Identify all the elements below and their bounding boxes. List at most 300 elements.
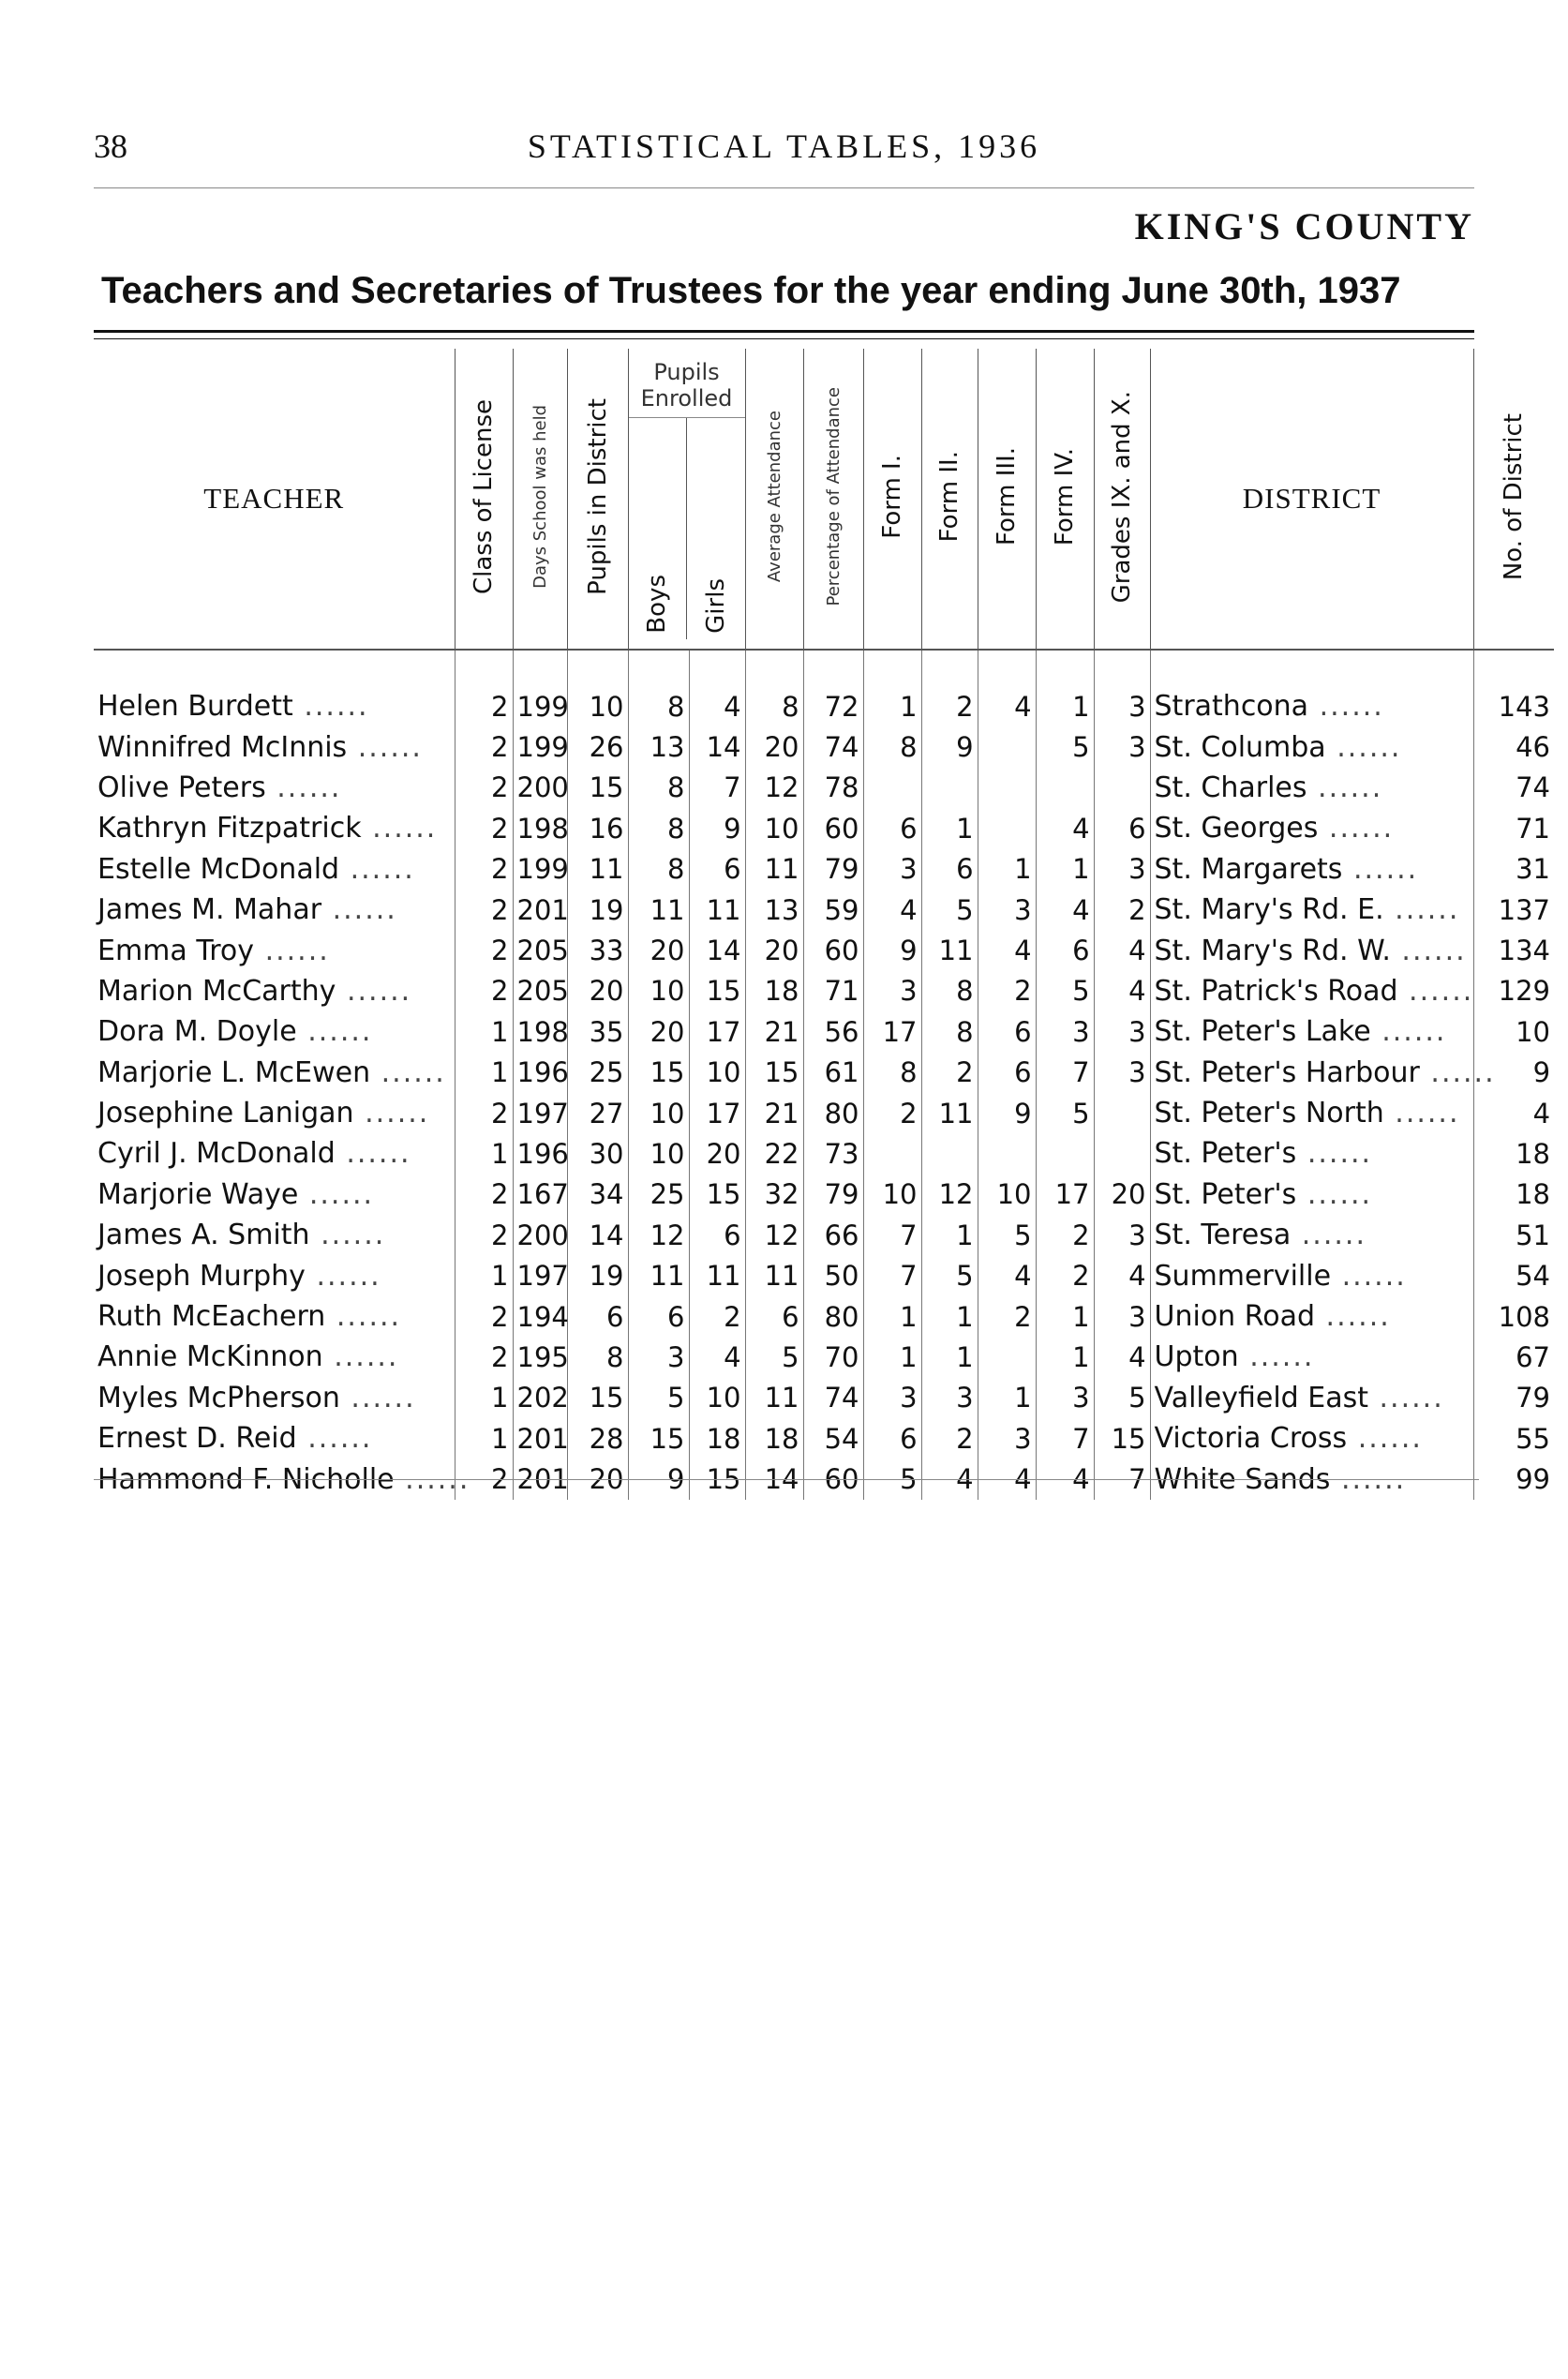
leader-dots: ...... [309, 1219, 386, 1252]
district-name: Victoria Cross [1154, 1422, 1348, 1456]
form1-cell: 7 [863, 1215, 921, 1255]
grades-cell: 3 [1094, 1215, 1150, 1255]
teacher-cell [94, 1378, 455, 1418]
district-cell [1150, 1133, 1473, 1174]
teacher-name: Ruth McEachern [97, 1300, 326, 1334]
average-attendance-cell: 21 [745, 1093, 803, 1133]
form1-cell: 8 [863, 1053, 921, 1093]
days-cell: 200 [513, 1215, 567, 1255]
district-cell [1150, 971, 1473, 1011]
form3-cell: 2 [978, 1296, 1036, 1337]
district-cell [1150, 849, 1473, 890]
form2-cell [921, 768, 978, 808]
leader-dots: ...... [347, 730, 423, 764]
title-double-rule [94, 330, 1474, 339]
teacher-name: Joseph Murphy [97, 1259, 306, 1293]
days-cell: 195 [513, 1337, 567, 1377]
district-name: St. Peter's [1154, 1177, 1297, 1211]
col-district-number-label: No. of District [1500, 412, 1529, 581]
average-attendance-cell: 11 [745, 1255, 803, 1295]
district-cell [1150, 1418, 1473, 1459]
average-attendance-cell: 32 [745, 1175, 803, 1215]
leader-dots: ...... [336, 974, 412, 1008]
average-attendance-cell: 11 [745, 849, 803, 890]
days-cell: 201 [513, 890, 567, 930]
license-cell: 1 [455, 1133, 513, 1174]
form4-cell: 5 [1036, 1093, 1094, 1133]
form3-cell [978, 808, 1036, 848]
leader-dots: ...... [292, 690, 369, 724]
girls-cell: 14 [689, 726, 745, 767]
boys-cell: 15 [628, 1418, 689, 1459]
leader-dots: ...... [1367, 1381, 1444, 1414]
form4-cell: 7 [1036, 1053, 1094, 1093]
district-cell [1150, 1337, 1473, 1377]
license-cell: 2 [455, 808, 513, 848]
license-cell: 1 [455, 1255, 513, 1295]
form3-cell: 4 [978, 1255, 1036, 1295]
days-cell: 197 [513, 1093, 567, 1133]
district-number-cell: 18 [1473, 1175, 1554, 1215]
leader-dots: ...... [1397, 974, 1474, 1008]
form4-cell: 3 [1036, 1011, 1094, 1052]
days-cell: 205 [513, 971, 567, 1011]
boys-cell: 15 [628, 1053, 689, 1093]
district-name: St. Patrick's Road [1154, 974, 1398, 1008]
boys-cell: 8 [628, 768, 689, 808]
form2-cell: 8 [921, 971, 978, 1011]
girls-cell: 11 [689, 890, 745, 930]
pupils-cell: 10 [567, 650, 628, 726]
pupils-cell: 20 [567, 971, 628, 1011]
district-number-cell: 143 [1473, 650, 1554, 726]
license-cell: 2 [455, 650, 513, 726]
boys-cell: 25 [628, 1175, 689, 1215]
form2-cell: 9 [921, 726, 978, 767]
district-name: St. Mary's Rd. E. [1154, 893, 1384, 927]
form2-cell: 2 [921, 650, 978, 726]
district-name: Upton [1154, 1340, 1239, 1374]
header-rule [94, 187, 1474, 188]
leader-dots: ...... [1296, 1177, 1373, 1211]
district-cell [1150, 650, 1473, 726]
form1-cell: 3 [863, 1378, 921, 1418]
form4-cell: 2 [1036, 1215, 1094, 1255]
days-cell: 205 [513, 930, 567, 970]
teacher-cell [94, 768, 455, 808]
leader-dots: ...... [339, 852, 415, 886]
grades-cell: 3 [1094, 650, 1150, 726]
page-header [94, 127, 1474, 173]
form3-cell: 3 [978, 1418, 1036, 1459]
teacher-name: Marion McCarthy [97, 974, 336, 1008]
col-pupils-district [567, 349, 628, 650]
district-name: St. Peter's [1154, 1137, 1297, 1171]
days-cell: 196 [513, 1053, 567, 1093]
form3-cell: 4 [978, 650, 1036, 726]
days-cell: 201 [513, 1459, 567, 1499]
boys-cell: 6 [628, 1296, 689, 1337]
pupils-cell: 15 [567, 1378, 628, 1418]
girls-cell: 15 [689, 1459, 745, 1499]
grades-cell: 7 [1094, 1459, 1150, 1499]
teacher-name: Winnifred McInnis [97, 730, 348, 764]
form3-cell: 5 [978, 1215, 1036, 1255]
teacher-cell [94, 1093, 455, 1133]
form2-cell: 2 [921, 1053, 978, 1093]
grades-cell: 3 [1094, 1296, 1150, 1337]
teacher-name: Estelle McDonald [97, 852, 340, 886]
pupils-enrolled-subcolumns [629, 418, 745, 639]
form1-cell: 5 [863, 1459, 921, 1499]
boys-cell: 8 [628, 849, 689, 890]
form2-cell: 11 [921, 1093, 978, 1133]
teachers-table [94, 349, 1554, 1500]
leader-dots: ...... [1315, 1300, 1391, 1334]
district-number-cell: 54 [1473, 1255, 1554, 1295]
district-name: Strathcona [1154, 690, 1309, 724]
form2-cell: 1 [921, 1296, 978, 1337]
form4-cell: 5 [1036, 726, 1094, 767]
leader-dots: ...... [335, 1137, 411, 1171]
grades-cell: 4 [1094, 971, 1150, 1011]
teacher-cell [94, 1255, 455, 1295]
district-name: St. Peter's Harbour [1154, 1055, 1420, 1089]
leader-dots: ...... [1383, 893, 1460, 927]
leader-dots: ...... [361, 812, 438, 845]
table-row [94, 1418, 1554, 1459]
boys-cell: 8 [628, 808, 689, 848]
percentage-attendance-cell: 79 [803, 849, 863, 890]
teacher-cell [94, 1175, 455, 1215]
girls-cell: 20 [689, 1133, 745, 1174]
form2-cell: 1 [921, 1215, 978, 1255]
girls-cell: 18 [689, 1418, 745, 1459]
percentage-attendance-cell: 50 [803, 1255, 863, 1295]
license-cell: 2 [455, 1215, 513, 1255]
page-number: 38 [94, 127, 127, 165]
form2-cell: 1 [921, 1337, 978, 1377]
pupils-cell: 28 [567, 1418, 628, 1459]
table-subtitle: Teachers and Secretaries of Trustees for the year ending June 30th, 1937 [101, 270, 1401, 311]
form2-cell: 2 [921, 1418, 978, 1459]
table-row [94, 1053, 1554, 1093]
percentage-attendance-cell: 60 [803, 808, 863, 848]
leader-dots: ...... [339, 1381, 416, 1414]
average-attendance-cell: 21 [745, 1011, 803, 1052]
form4-cell: 4 [1036, 1459, 1094, 1499]
district-cell [1150, 1053, 1496, 1093]
leader-dots: ...... [1419, 1055, 1496, 1089]
license-cell: 1 [455, 1053, 513, 1093]
girls-cell: 10 [689, 1378, 745, 1418]
boys-cell: 20 [628, 1011, 689, 1052]
pupils-cell: 26 [567, 726, 628, 767]
license-cell: 2 [455, 1296, 513, 1337]
district-number-cell: 67 [1473, 1337, 1554, 1377]
license-cell: 1 [455, 1418, 513, 1459]
form1-cell: 4 [863, 890, 921, 930]
pupils-cell: 14 [567, 1215, 628, 1255]
form1-cell: 1 [863, 1296, 921, 1337]
table-row [94, 1093, 1554, 1133]
col-percentage-attendance-label: Percentage of Attendance [823, 387, 844, 606]
grades-cell [1094, 1093, 1150, 1133]
girls-cell: 4 [689, 650, 745, 726]
district-number-cell: 71 [1473, 808, 1554, 848]
days-cell: 201 [513, 1418, 567, 1459]
teacher-cell [94, 930, 455, 970]
form3-cell: 4 [978, 1459, 1036, 1499]
district-cell [1150, 1093, 1473, 1133]
leader-dots: ...... [305, 1259, 381, 1293]
header-row [94, 349, 1554, 650]
col-average-attendance-label: Average Attendance [764, 411, 784, 583]
district-number-cell: 46 [1473, 726, 1554, 767]
grades-cell: 5 [1094, 1378, 1150, 1418]
table-row [94, 1133, 1554, 1174]
teacher-name: James A. Smith [97, 1219, 310, 1252]
license-cell: 2 [455, 971, 513, 1011]
teacher-cell [94, 1215, 455, 1255]
boys-cell: 11 [628, 890, 689, 930]
percentage-attendance-cell: 72 [803, 650, 863, 726]
district-name: St. Charles [1154, 771, 1307, 804]
form4-cell: 6 [1036, 930, 1094, 970]
form4-cell: 1 [1036, 650, 1094, 726]
table-row [94, 849, 1554, 890]
district-number-cell: 137 [1473, 890, 1554, 930]
district-number-cell: 74 [1473, 768, 1554, 808]
table-row [94, 1255, 1554, 1295]
boys-cell: 5 [628, 1378, 689, 1418]
district-name: Valleyfield East [1154, 1381, 1368, 1414]
table-row [94, 1378, 1554, 1418]
percentage-attendance-cell: 59 [803, 890, 863, 930]
boys-cell: 10 [628, 1093, 689, 1133]
teacher-name: Josephine Lanigan [97, 1097, 354, 1130]
girls-cell: 15 [689, 971, 745, 1011]
district-number-cell: 10 [1473, 1011, 1554, 1052]
form4-cell: 4 [1036, 890, 1094, 930]
teacher-cell [94, 971, 455, 1011]
running-title: STATISTICAL TABLES, 1936 [527, 127, 1041, 165]
percentage-attendance-cell: 78 [803, 768, 863, 808]
district-name: St. Peter's Lake [1154, 1015, 1371, 1049]
col-pupils-enrolled [628, 349, 745, 650]
days-cell: 198 [513, 808, 567, 848]
boys-cell: 12 [628, 1215, 689, 1255]
teacher-cell [94, 1053, 455, 1093]
average-attendance-cell: 5 [745, 1337, 803, 1377]
form1-cell: 7 [863, 1255, 921, 1295]
pupils-enrolled-label: Pupils Enrolled [629, 359, 745, 418]
col-form3-label: Form III. [993, 447, 1022, 546]
average-attendance-cell: 6 [745, 1296, 803, 1337]
pupils-cell: 19 [567, 1255, 628, 1295]
district-cell [1150, 726, 1473, 767]
leader-dots: ...... [1307, 771, 1383, 804]
table-row [94, 1215, 1554, 1255]
form3-cell: 1 [978, 1378, 1036, 1418]
col-girls-label: Girls [701, 577, 730, 634]
grades-cell: 6 [1094, 808, 1150, 848]
teacher-name: Helen Burdett [97, 690, 293, 724]
district-number-cell: 129 [1473, 971, 1554, 1011]
teacher-cell [94, 1337, 455, 1377]
boys-cell: 9 [628, 1459, 689, 1499]
col-girls [686, 418, 745, 639]
boys-cell: 8 [628, 650, 689, 726]
teacher-name: Hammond F. Nicholle [97, 1462, 395, 1496]
girls-cell: 17 [689, 1093, 745, 1133]
table-row [94, 1296, 1554, 1337]
leader-dots: ...... [265, 771, 342, 804]
col-boys [629, 418, 687, 639]
pupils-cell: 8 [567, 1337, 628, 1377]
days-cell: 194 [513, 1296, 567, 1337]
percentage-attendance-cell: 80 [803, 1296, 863, 1337]
teacher-cell [94, 808, 455, 848]
form1-cell: 2 [863, 1093, 921, 1133]
district-cell [1150, 768, 1473, 808]
leader-dots: ...... [1330, 1462, 1407, 1496]
district-name: St. Peter's North [1154, 1097, 1384, 1130]
license-cell: 2 [455, 890, 513, 930]
col-pupils-district-label: Pupils in District [583, 398, 612, 595]
col-teacher-label: TEACHER [203, 482, 345, 515]
district-name: St. Teresa [1154, 1219, 1292, 1252]
teacher-cell [94, 1418, 455, 1459]
pupils-cell: 16 [567, 808, 628, 848]
district-name: St. Margarets [1154, 852, 1343, 886]
leader-dots: ...... [1291, 1219, 1366, 1252]
license-cell: 2 [455, 930, 513, 970]
table-row [94, 768, 1554, 808]
table-row [94, 971, 1554, 1011]
district-cell [1150, 890, 1473, 930]
form3-cell: 10 [978, 1175, 1036, 1215]
leader-dots: ...... [1370, 1015, 1447, 1049]
grades-cell: 3 [1094, 1011, 1150, 1052]
col-grades [1094, 349, 1150, 650]
form3-cell: 1 [978, 849, 1036, 890]
boys-cell: 3 [628, 1337, 689, 1377]
teacher-name: Emma Troy [97, 934, 255, 967]
form1-cell: 1 [863, 1337, 921, 1377]
percentage-attendance-cell: 56 [803, 1011, 863, 1052]
pupils-cell: 25 [567, 1053, 628, 1093]
form3-cell: 9 [978, 1093, 1036, 1133]
district-number-cell: 79 [1473, 1378, 1554, 1418]
col-teacher [94, 349, 455, 650]
boys-cell: 11 [628, 1255, 689, 1295]
pupils-cell: 30 [567, 1133, 628, 1174]
district-cell [1150, 1296, 1473, 1337]
form3-cell: 6 [978, 1053, 1036, 1093]
col-form3 [978, 349, 1036, 650]
boys-cell: 13 [628, 726, 689, 767]
leader-dots: ...... [370, 1055, 446, 1089]
col-grades-label: Grades IX. and X. [1108, 390, 1137, 604]
pupils-cell: 19 [567, 890, 628, 930]
form2-cell: 12 [921, 1175, 978, 1215]
percentage-attendance-cell: 74 [803, 1378, 863, 1418]
average-attendance-cell: 15 [745, 1053, 803, 1093]
average-attendance-cell: 14 [745, 1459, 803, 1499]
district-cell [1150, 1378, 1473, 1418]
district-name: Summerville [1154, 1259, 1332, 1293]
form2-cell: 1 [921, 808, 978, 848]
form2-cell: 4 [921, 1459, 978, 1499]
form2-cell: 6 [921, 849, 978, 890]
form1-cell: 17 [863, 1011, 921, 1052]
col-days [513, 349, 567, 650]
form1-cell [863, 768, 921, 808]
days-cell: 200 [513, 768, 567, 808]
percentage-attendance-cell: 60 [803, 1459, 863, 1499]
girls-cell: 2 [689, 1296, 745, 1337]
form2-cell: 11 [921, 930, 978, 970]
col-form2-label: Form II. [935, 451, 964, 543]
table-row [94, 1175, 1554, 1215]
district-number-cell: 99 [1473, 1459, 1554, 1499]
form3-cell [978, 1133, 1036, 1174]
teacher-name: Marjorie Waye [97, 1177, 299, 1211]
col-form4 [1036, 349, 1094, 650]
grades-cell: 2 [1094, 890, 1150, 930]
form3-cell: 6 [978, 1011, 1036, 1052]
form3-cell [978, 768, 1036, 808]
leader-dots: ...... [296, 1422, 373, 1456]
form4-cell: 2 [1036, 1255, 1094, 1295]
district-name: St. Mary's Rd. W. [1154, 934, 1391, 967]
boys-cell: 10 [628, 971, 689, 1011]
col-boys-label: Boys [643, 574, 672, 634]
district-number-cell: 108 [1473, 1296, 1554, 1337]
average-attendance-cell: 20 [745, 930, 803, 970]
district-name: St. Columba [1154, 730, 1326, 764]
table-row [94, 1337, 1554, 1377]
percentage-attendance-cell: 60 [803, 930, 863, 970]
leader-dots: ...... [325, 1300, 402, 1334]
license-cell: 2 [455, 1093, 513, 1133]
average-attendance-cell: 12 [745, 1215, 803, 1255]
average-attendance-cell: 18 [745, 1418, 803, 1459]
girls-cell: 6 [689, 1215, 745, 1255]
leader-dots: ...... [1308, 690, 1384, 724]
form1-cell: 8 [863, 726, 921, 767]
teacher-name: Annie McKinnon [97, 1340, 323, 1374]
district-number-cell: 31 [1473, 849, 1554, 890]
leader-dots: ...... [1325, 730, 1402, 764]
grades-cell [1094, 1133, 1150, 1174]
leader-dots: ...... [321, 893, 397, 927]
teacher-name: James M. Mahar [97, 893, 322, 927]
district-cell [1150, 1255, 1473, 1295]
form1-cell: 9 [863, 930, 921, 970]
average-attendance-cell: 13 [745, 890, 803, 930]
grades-cell: 15 [1094, 1418, 1150, 1459]
col-license-label: Class of License [470, 398, 498, 594]
boys-cell: 20 [628, 930, 689, 970]
days-cell: 202 [513, 1378, 567, 1418]
leader-dots: ...... [1383, 1097, 1460, 1130]
leader-dots: ...... [296, 1015, 373, 1049]
pupils-cell: 34 [567, 1175, 628, 1215]
leader-dots: ...... [1318, 812, 1395, 845]
days-cell: 199 [513, 849, 567, 890]
